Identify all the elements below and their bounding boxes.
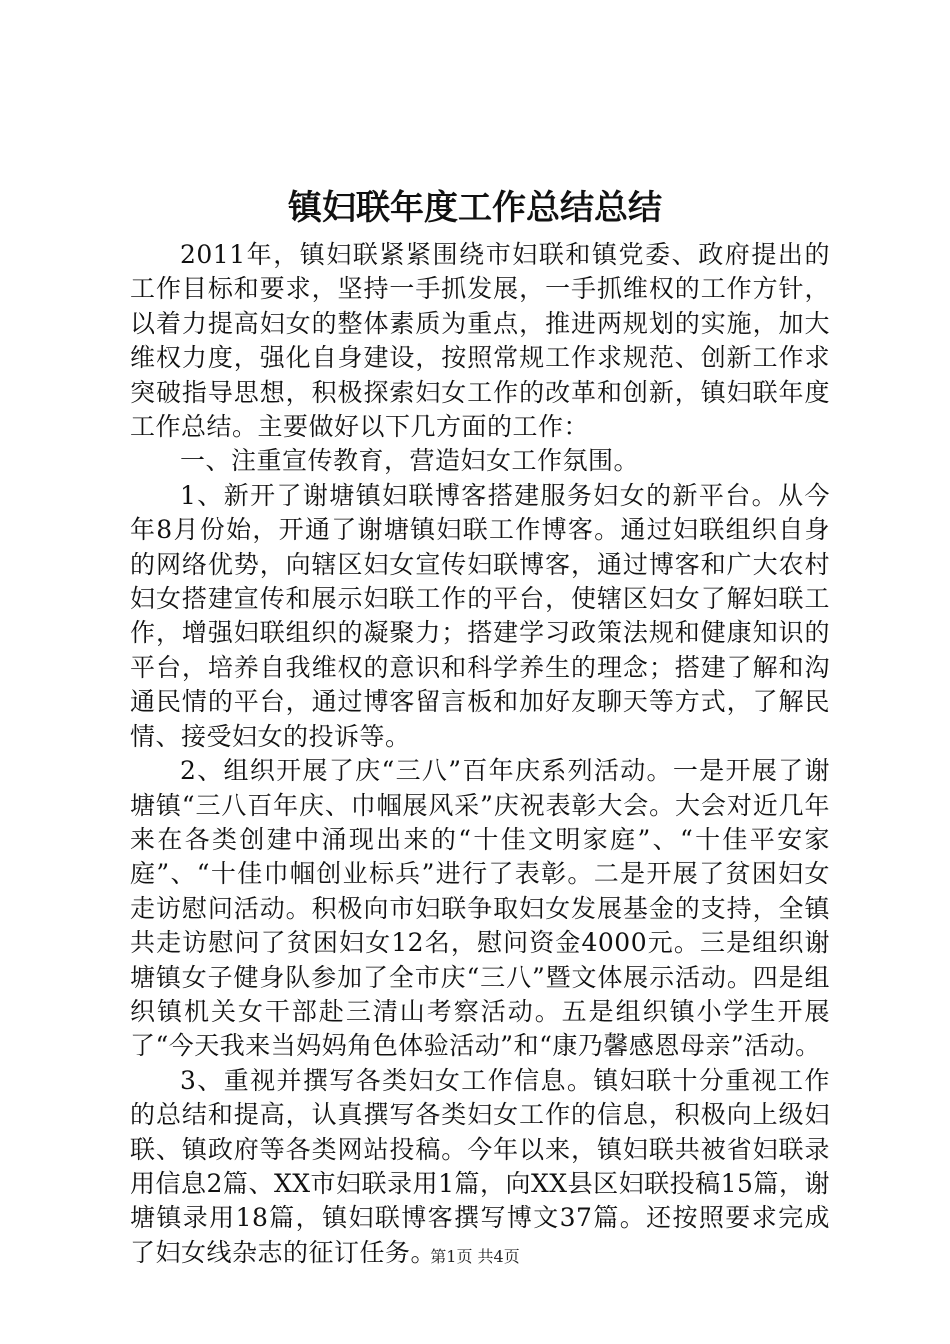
paragraph-item-3: 3、重视并撰写各类妇女工作信息。镇妇联十分重视工作的总结和提高，认真撰写各类妇女工作的信息，积极向上级妇联、镇政府等各类网站投稿。今年以来，镇妇联共被省妇联录用信息2篇、XX市妇联录用1篇，向XX县区妇联投稿15篇，谢塘镇录用18篇，镇妇联博客撰写博文37篇。还按照要求完成了妇女线杂志的征订任务。 (130, 1065, 830, 1267)
page-number-footer: 第1页 共4页 (430, 1247, 520, 1266)
section-heading-1: 一、注重宣传教育，营造妇女工作氛围。 (180, 446, 640, 476)
paragraph-item-1: 1、新开了谢塘镇妇联博客搭建服务妇女的新平台。从今年8月份始，开通了谢塘镇妇联工作博客。通过妇联组织自身的网络优势，向辖区妇女宣传妇联博客，通过博客和广大农村妇女搭建宣传和展示妇联工作的平台，使辖区妇女了解妇联工作，增强妇联组织的凝聚力；搭建学习政策法规和健康知识的平台，培养自我维权的意识和科学养生的理念；搭建了解和沟通民情的平台，通过博客留言板和加好友聊天等方式，了解民情、接受妇女的投诉等。 (130, 480, 830, 751)
paragraph-item-2: 2、组织开展了庆“三八”百年庆系列活动。一是开展了谢塘镇“三八百年庆、巾帼展风采”庆祝表彰大会。大会对近几年来在各类创建中涌现出来的“十佳文明家庭”、“十佳平安家庭”、“十佳巾帼创业标兵”进行了表彰。二是开展了贫困妇女走访慰问活动。积极向市妇联争取妇女发展基金的支持，全镇共走访慰问了贫困妇女12名，慰问资金4000元。三是组织谢塘镇女子健身队参加了全市庆“三八”暨文体展示活动。四是组织镇机关女干部赴三清山考察活动。五是组织镇小学生开展了“今天我来当妈妈角色体验活动”和“康乃馨感恩母亲”活动。 (130, 756, 830, 1061)
paragraph-intro: 2011年，镇妇联紧紧围绕市妇联和镇党委、政府提出的工作目标和要求，坚持一手抓发展，一手抓维权的工作方针，以着力提高妇女的整体素质为重点，推进两规划的实施，加大维权力度，强化自身建设，按照常规工作求规范、创新工作求突破指导思想，积极探索妇女工作的改革和创新，镇妇联年度工作总结。主要做好以下几方面的工作： (130, 240, 830, 442)
document-title: 镇妇联年度工作总结总结 (288, 188, 662, 228)
document-body (130, 238, 830, 1270)
